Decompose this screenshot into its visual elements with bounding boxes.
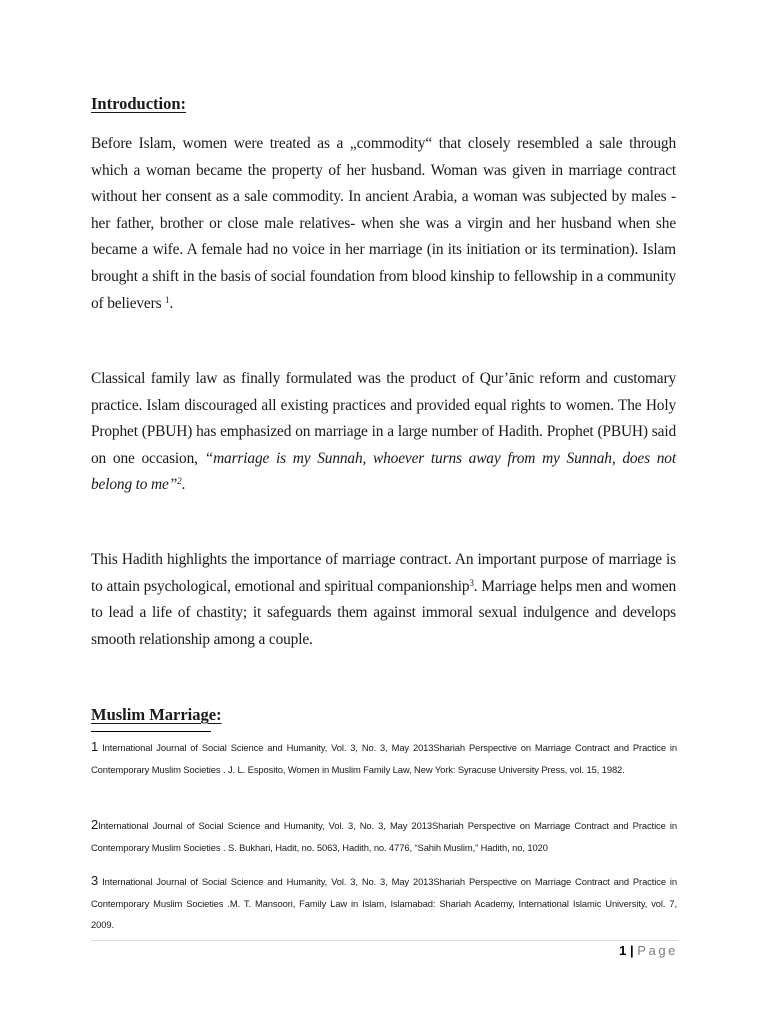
- footnote-separator: [91, 731, 211, 732]
- footnote-ref-2: 2: [177, 476, 182, 487]
- footnote-ref-1: 1: [165, 294, 170, 305]
- footnote-2-number: 2: [91, 817, 99, 832]
- footnote-2-text: International Journal of Social Science and Humanity, Vol. 3, No. 3, May 2013Shariah Perspective on Marriage Contract and Practice in Contemporary Muslim Societies . S. Bukhari, Hadit, no. 5063, Hadith, no. 4776, “Sahih Muslim,” Hadith, no, 1020: [91, 820, 677, 853]
- footnote-3-text: International Journal of Social Science and Humanity, Vol. 3, No. 3, May 2013Shariah Perspective on Marriage Contract and Practice in Contemporary Muslim Societies .M. T. Mansoori, Family Law in Islam, Islamabad: Shariah Academy, International Islamic University, vol. 7, 2009.: [91, 876, 677, 931]
- intro-paragraph-1: [91, 131, 676, 317]
- intro-paragraph-3-text-a: This Hadith highlights the importance of marriage contract. An important purpose of marriage is to attain psychological, emotional and spiritual companionship: [91, 551, 676, 595]
- footnote-1: [91, 736, 677, 780]
- footer-divider: [91, 940, 678, 941]
- footnote-1-number: 1: [91, 739, 99, 754]
- intro-paragraph-1-end: .: [169, 294, 174, 312]
- intro-paragraph-3-text-b: . Marriage helps men and women to lead a life of chastity; it safeguards them against immoral sexual indulgence and develops smooth relationship among a couple.: [91, 577, 676, 648]
- footnote-1-text: International Journal of Social Science and Humanity, Vol. 3, No. 3, May 2013Shariah Perspective on Marriage Contract and Practice in Contemporary Muslim Societies . J. L. Esposito, Women in Muslim Family Law, New York: Syracuse University Press, vol. 15, 1982.: [91, 742, 677, 775]
- page-separator: |: [626, 943, 638, 958]
- page-number: 1: [619, 943, 627, 958]
- intro-paragraph-2: [91, 366, 676, 499]
- footnote-2: [91, 814, 677, 858]
- intro-paragraph-1-text: Before Islam, women were treated as a „commodity“ that closely resembled a sale through which a woman became the property of her husband. Woman was given in marriage contract without her consent as a sale commodity. In ancient Arabia, a woman was subjected by males -her father, brother or close male relatives- when she was a virgin and her husband when she became a wife. A female had no voice in her marriage (in its initiation or its termination). Islam brought a shift in the basis of social foundation from blood kinship to fellowship in a community of believers: [91, 135, 676, 312]
- intro-paragraph-3: [91, 547, 676, 653]
- introduction-heading: Introduction:: [91, 94, 187, 113]
- page-label: Page: [637, 943, 678, 958]
- intro-paragraph-2-text: Classical family law as finally formulated was the product of Qur’ānic reform and customary practice. Islam discouraged all existing practices and provided equal rights to women. The Holy Prophet (PBUH) has emphasized on marriage in a large number of Hadith. Prophet (PBUH) said on one occasion,: [91, 370, 676, 467]
- hadith-quote: “marriage is my Sunnah, whoever turns away from my Sunnah, does not belong to me”: [91, 449, 676, 494]
- footnote-3-number: 3: [91, 873, 99, 888]
- intro-paragraph-2-end: .: [181, 476, 186, 494]
- page-footer: [619, 943, 678, 958]
- muslim-marriage-heading: Muslim Marriage:: [91, 705, 222, 724]
- footnote-ref-3: 3: [469, 577, 474, 588]
- footnote-3: [91, 870, 677, 936]
